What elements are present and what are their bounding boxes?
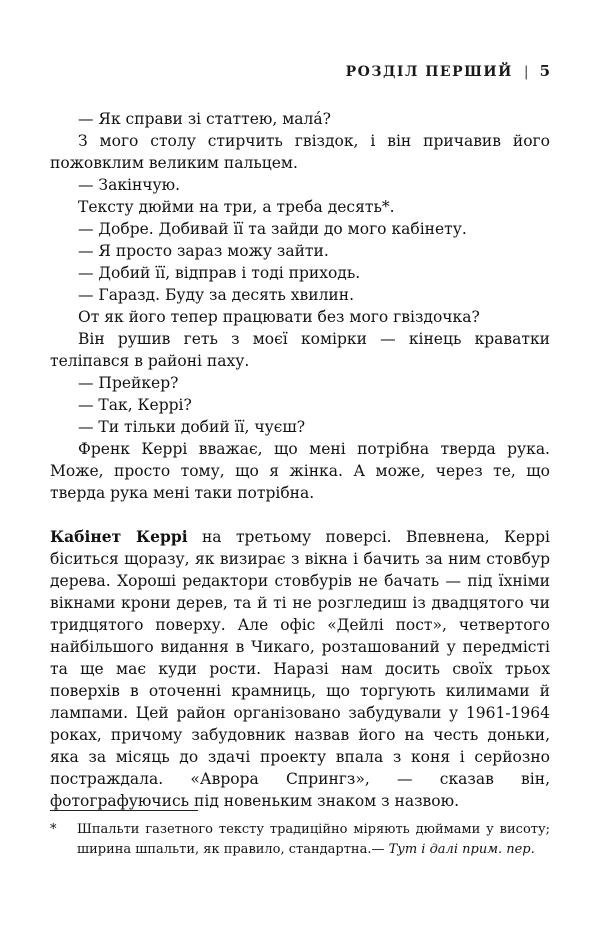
footnote (50, 810, 550, 859)
paragraph: — Так, Керрі? (78, 396, 192, 414)
paragraph: — Добий її, відправ і тоді приходь. (78, 264, 361, 282)
paragraph: От як його тепер працювати без мого гвіздочка? (78, 308, 480, 326)
paragraph: — Гаразд. Буду за десять хвилин. (78, 286, 355, 304)
body-text (50, 108, 550, 812)
footnote-divider (50, 810, 198, 811)
footnote-marker: * (50, 822, 57, 837)
paragraph: Він рушив геть з моєї комірки — кінець краватки теліпався в районі паху. (50, 330, 550, 370)
footnote-body: Шпальти газетного тексту традиційно міряють дюймами у висоту; ширина шпальти, як правило, стандартна.— (77, 822, 550, 857)
paragraph: — Ти тільки добий її, чуєш? (78, 418, 306, 436)
paragraph: Кабінет Керрі на третьому поверсі. Впевнена, Керрі біситься щоразу, як визирає з вікна і бачить за ним стовбур дерева. Хороші редактори стовбурів не бачать — під їхніми вікнами крони дерев, та й ті не розгледиш із двадцятого чи тридцятого поверху. Але офіс «Дейлі пост», четвертого найбільшого видання в Чикаго, розташований у передмісті та ще має куди рости. Наразі нам досить своїх трьох поверхів в оточенні крамниць, що торгують килимами й лампами. Цей район організовано забудували у 1961-1964 роках, причому забудовник назвав його на честь доньки, яка за місяць до здачі проекту впала з коня і серйозно постраждала. «Аврора Спрингз», — сказав він, фотографуючись під новеньким знаком з назвою. (50, 527, 550, 810)
paragraph: — Прейкер? (78, 374, 179, 392)
page-number: 5 (539, 62, 550, 80)
paragraph: — Закінчую. (78, 176, 181, 194)
paragraph: — Добре. Добивай її та зайди до мого кабінету. (78, 220, 467, 238)
footnote-translator-note: Тут і далі прим. пер. (388, 841, 535, 857)
paragraph-bold-lead: Кабінет Керрі (50, 527, 188, 546)
chapter-title: РОЗДІЛ ПЕРШИЙ (345, 64, 513, 80)
header-separator: | (523, 64, 529, 80)
paragraph: Френк Керрі вважає, що мені потрібна тверда рука. Може, просто тому, що я жінка. А може, через те, що тверда рука мені таки потрібна. (50, 440, 550, 502)
paragraph: Тексту дюйми на три, а треба десять*. (78, 198, 395, 216)
paragraph: З мого столу стирчить гвіздок, і він причавив його пожовклим великим пальцем. (50, 132, 550, 172)
running-header (50, 62, 550, 80)
paragraph: — Я просто зараз можу зайти. (78, 242, 329, 260)
paragraph: — Як справи зі статтею, мала́? (78, 110, 331, 128)
footnote-text (50, 820, 550, 859)
